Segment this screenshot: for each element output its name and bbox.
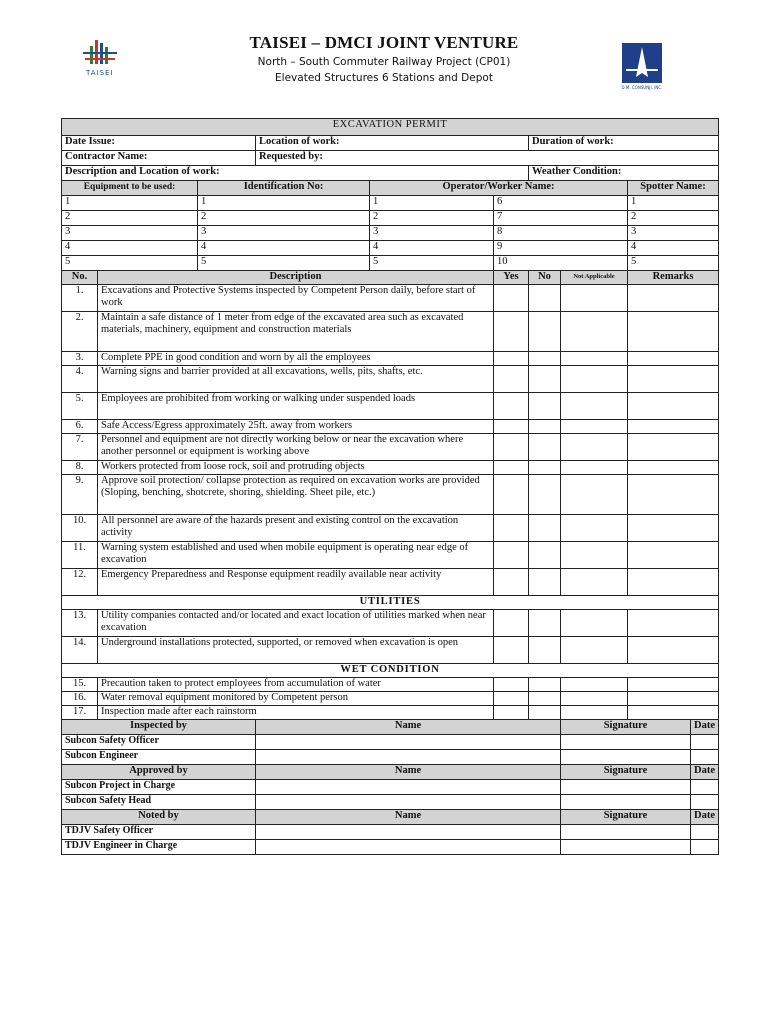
not-applicable-header: Not Applicable — [561, 271, 628, 285]
date-header: Date — [691, 765, 719, 780]
signoff-role: TDJV Engineer in Charge — [62, 840, 256, 855]
name-field[interactable] — [256, 795, 561, 810]
operator-cell[interactable]: 9 — [494, 241, 628, 256]
item-number: 17. — [62, 706, 98, 720]
remarks-field[interactable] — [628, 420, 719, 434]
yes-checkbox[interactable] — [494, 569, 529, 596]
no-checkbox[interactable] — [529, 475, 561, 515]
right-logo-text: D.M. CONSUNJI, INC. — [621, 85, 663, 90]
not-applicable-checkbox[interactable] — [561, 542, 628, 569]
inspected-title: Inspected by — [62, 720, 256, 735]
checklist-item-row — [62, 542, 719, 569]
no-checkbox[interactable] — [529, 610, 561, 637]
operator-cell[interactable]: 7 — [494, 211, 628, 226]
yes-checkbox[interactable] — [494, 475, 529, 515]
no-checkbox[interactable] — [529, 285, 561, 312]
equipment-cell[interactable]: 2 — [62, 211, 198, 226]
equipment-row — [62, 241, 719, 256]
item-number: 2. — [62, 312, 98, 352]
signoff-row — [62, 840, 719, 855]
no-checkbox[interactable] — [529, 312, 561, 352]
identification-cell[interactable]: 4 — [198, 241, 370, 256]
remarks-field[interactable] — [628, 678, 719, 692]
name-field[interactable] — [256, 750, 561, 765]
project-line: North – South Commuter Railway Project (CP01) — [257, 56, 511, 68]
weather-condition-field[interactable]: Weather Condition: — [529, 166, 719, 181]
operator-cell[interactable]: 8 — [494, 226, 628, 241]
date-field[interactable] — [691, 840, 719, 855]
date-field[interactable] — [691, 750, 719, 765]
noted-header-row — [62, 810, 719, 825]
info-row-2 — [62, 151, 719, 166]
checklist-item-row — [62, 393, 719, 420]
signature-field[interactable] — [561, 780, 691, 795]
left-logo-text: TAISEI — [86, 69, 114, 77]
no-checkbox[interactable] — [529, 678, 561, 692]
excavation-permit-form — [61, 118, 719, 855]
requested-by-field[interactable]: Requested by: — [256, 151, 719, 166]
date-field[interactable] — [691, 735, 719, 750]
not-applicable-checkbox[interactable] — [561, 475, 628, 515]
not-applicable-checkbox[interactable] — [561, 692, 628, 706]
signature-field[interactable] — [561, 840, 691, 855]
signature-field[interactable] — [561, 825, 691, 840]
operator-cell[interactable]: 4 — [370, 241, 494, 256]
item-number: 13. — [62, 610, 98, 637]
checklist-item-row — [62, 637, 719, 664]
document-header — [0, 0, 768, 112]
item-number: 12. — [62, 569, 98, 596]
not-applicable-checkbox[interactable] — [561, 285, 628, 312]
name-field[interactable] — [256, 780, 561, 795]
item-description: Water removal equipment monitored by Competent person — [98, 692, 494, 706]
equipment-cell[interactable]: 4 — [62, 241, 198, 256]
no-checkbox[interactable] — [529, 706, 561, 720]
checklist-item-row — [62, 285, 719, 312]
item-description: Underground installations protected, supported, or removed when excavation is open — [98, 637, 494, 664]
remarks-field[interactable] — [628, 515, 719, 542]
spotter-cell[interactable]: 2 — [628, 211, 719, 226]
operator-cell[interactable]: 3 — [370, 226, 494, 241]
signature-header: Signature — [561, 765, 691, 780]
equipment-cell[interactable]: 3 — [62, 226, 198, 241]
equipment-row — [62, 196, 719, 211]
signoff-role: TDJV Safety Officer — [62, 825, 256, 840]
date-field[interactable] — [691, 825, 719, 840]
remarks-field[interactable] — [628, 461, 719, 475]
noted-title: Noted by — [62, 810, 256, 825]
no-header: No. — [62, 271, 98, 285]
inspected-header-row — [62, 720, 719, 735]
item-description: Complete PPE in good condition and worn by all the employees — [98, 352, 494, 366]
not-applicable-checkbox[interactable] — [561, 569, 628, 596]
remarks-header: Remarks — [628, 271, 719, 285]
spotter-cell[interactable]: 3 — [628, 226, 719, 241]
remarks-field[interactable] — [628, 569, 719, 596]
identification-header: Identification No: — [198, 181, 370, 196]
no-checkbox[interactable] — [529, 515, 561, 542]
item-number: 16. — [62, 692, 98, 706]
date-header: Date — [691, 720, 719, 735]
item-number: 14. — [62, 637, 98, 664]
signoff-role: Subcon Project in Charge — [62, 780, 256, 795]
identification-cell[interactable]: 2 — [198, 211, 370, 226]
yes-checkbox[interactable] — [494, 393, 529, 420]
yes-checkbox[interactable] — [494, 610, 529, 637]
signature-field[interactable] — [561, 750, 691, 765]
yes-checkbox[interactable] — [494, 461, 529, 475]
date-field[interactable] — [691, 780, 719, 795]
item-description: Precaution taken to protect employees from accumulation of water — [98, 678, 494, 692]
remarks-field[interactable] — [628, 366, 719, 393]
equipment-cell[interactable]: 5 — [62, 256, 198, 271]
item-description: Workers protected from loose rock, soil and protruding objects — [98, 461, 494, 475]
not-applicable-checkbox[interactable] — [561, 637, 628, 664]
yes-header: Yes — [494, 271, 529, 285]
no-checkbox[interactable] — [529, 569, 561, 596]
yes-checkbox[interactable] — [494, 366, 529, 393]
identification-cell[interactable]: 1 — [198, 196, 370, 211]
operator-cell[interactable]: 2 — [370, 211, 494, 226]
form-title: EXCAVATION PERMIT — [62, 119, 719, 136]
signature-header: Signature — [561, 810, 691, 825]
item-description: Warning signs and barrier provided at all excavations, wells, pits, shafts, etc. — [98, 366, 494, 393]
operator-cell[interactable]: 1 — [370, 196, 494, 211]
spotter-header: Spotter Name: — [628, 181, 719, 196]
item-number: 8. — [62, 461, 98, 475]
name-header: Name — [256, 765, 561, 780]
date-header: Date — [691, 810, 719, 825]
item-description: Emergency Preparedness and Response equipment readily available near activity — [98, 569, 494, 596]
form-title-row — [62, 119, 719, 136]
checklist-item-row — [62, 352, 719, 366]
item-number: 4. — [62, 366, 98, 393]
duration-of-work-field[interactable]: Duration of work: — [529, 136, 719, 151]
yes-checkbox[interactable] — [494, 637, 529, 664]
item-description: Employees are prohibited from working or walking under suspended loads — [98, 393, 494, 420]
scope-line: Elevated Structures 6 Stations and Depot — [275, 72, 493, 84]
item-description: Personnel and equipment are not directly working below or near the excavation where another personnel or equipment is working above — [98, 434, 494, 461]
spotter-cell[interactable]: 1 — [628, 196, 719, 211]
not-applicable-checkbox[interactable] — [561, 678, 628, 692]
signoff-row — [62, 825, 719, 840]
wet-condition-title: WET CONDITION — [62, 664, 719, 678]
not-applicable-checkbox[interactable] — [561, 420, 628, 434]
contractor-name-field[interactable]: Contractor Name: — [62, 151, 256, 166]
spotter-cell[interactable]: 4 — [628, 241, 719, 256]
operator-header: Operator/Worker Name: — [370, 181, 628, 196]
not-applicable-checkbox[interactable] — [561, 461, 628, 475]
yes-checkbox[interactable] — [494, 352, 529, 366]
checklist-header-row — [62, 271, 719, 285]
item-number: 11. — [62, 542, 98, 569]
checklist-item-row — [62, 475, 719, 515]
item-description: Maintain a safe distance of 1 meter from edge of the excavated area such as excavated materials, machinery, equipment and construction materials — [98, 312, 494, 352]
checklist-item-row — [62, 678, 719, 692]
item-number: 5. — [62, 393, 98, 420]
signoff-row — [62, 750, 719, 765]
no-checkbox[interactable] — [529, 637, 561, 664]
equipment-row — [62, 211, 719, 226]
no-checkbox[interactable] — [529, 434, 561, 461]
checklist-item-row — [62, 569, 719, 596]
remarks-field[interactable] — [628, 610, 719, 637]
no-checkbox[interactable] — [529, 352, 561, 366]
signature-field[interactable] — [561, 735, 691, 750]
no-checkbox[interactable] — [529, 366, 561, 393]
yes-checkbox[interactable] — [494, 542, 529, 569]
not-applicable-checkbox[interactable] — [561, 610, 628, 637]
utilities-title: UTILITIES — [62, 596, 719, 610]
item-description: Inspection made after each rainstorm — [98, 706, 494, 720]
date-field[interactable] — [691, 795, 719, 810]
yes-checkbox[interactable] — [494, 434, 529, 461]
item-description: All personnel are aware of the hazards present and existing control on the excavation activity — [98, 515, 494, 542]
info-row-3 — [62, 166, 719, 181]
signoff-role: Subcon Engineer — [62, 750, 256, 765]
item-number: 6. — [62, 420, 98, 434]
signoff-role: Subcon Safety Officer — [62, 735, 256, 750]
checklist-item-row — [62, 366, 719, 393]
yes-checkbox[interactable] — [494, 692, 529, 706]
item-number: 15. — [62, 678, 98, 692]
signoff-row — [62, 795, 719, 810]
name-field[interactable] — [256, 735, 561, 750]
item-description: Safe Access/Egress approximately 25ft. away from workers — [98, 420, 494, 434]
equipment-header-row — [62, 181, 719, 196]
approved-title: Approved by — [62, 765, 256, 780]
yes-checkbox[interactable] — [494, 515, 529, 542]
signature-field[interactable] — [561, 795, 691, 810]
equipment-cell[interactable]: 1 — [62, 196, 198, 211]
item-description: Approve soil protection/ collapse protection as required on excavation works are provided (Sloping, benching, shotcrete, shoring, shielding. Sheet pile, etc.) — [98, 475, 494, 515]
item-description: Warning system established and used when mobile equipment is operating near edge of excavation — [98, 542, 494, 569]
remarks-field[interactable] — [628, 285, 719, 312]
operator-cell[interactable]: 5 — [370, 256, 494, 271]
utilities-section-row — [62, 596, 719, 610]
checklist-item-row — [62, 515, 719, 542]
operator-cell[interactable]: 6 — [494, 196, 628, 211]
no-answer-header: No — [529, 271, 561, 285]
not-applicable-checkbox[interactable] — [561, 515, 628, 542]
item-description: Utility companies contacted and/or located and exact location of utilities marked when near excavation — [98, 610, 494, 637]
signoff-row — [62, 780, 719, 795]
spotter-cell[interactable]: 5 — [628, 256, 719, 271]
yes-checkbox[interactable] — [494, 420, 529, 434]
item-number: 3. — [62, 352, 98, 366]
item-number: 7. — [62, 434, 98, 461]
not-applicable-checkbox[interactable] — [561, 366, 628, 393]
signoff-role: Subcon Safety Head — [62, 795, 256, 810]
description-location-field[interactable]: Description and Location of work: — [62, 166, 529, 181]
date-issue-field[interactable]: Date Issue: — [62, 136, 256, 151]
signoff-row — [62, 735, 719, 750]
not-applicable-checkbox[interactable] — [561, 312, 628, 352]
company-title: TAISEI – DMCI JOINT VENTURE — [249, 33, 519, 52]
yes-checkbox[interactable] — [494, 312, 529, 352]
signature-header: Signature — [561, 720, 691, 735]
checklist-item-row — [62, 692, 719, 706]
identification-cell[interactable]: 5 — [198, 256, 370, 271]
description-header: Description — [98, 271, 494, 285]
checklist-item-row — [62, 706, 719, 720]
no-checkbox[interactable] — [529, 692, 561, 706]
item-number: 9. — [62, 475, 98, 515]
no-checkbox[interactable] — [529, 393, 561, 420]
info-row-1 — [62, 136, 719, 151]
remarks-field[interactable] — [628, 542, 719, 569]
remarks-field[interactable] — [628, 393, 719, 420]
not-applicable-checkbox[interactable] — [561, 393, 628, 420]
not-applicable-checkbox[interactable] — [561, 434, 628, 461]
not-applicable-checkbox[interactable] — [561, 706, 628, 720]
remarks-field[interactable] — [628, 352, 719, 366]
location-of-work-field[interactable]: Location of work: — [256, 136, 529, 151]
checklist-item-row — [62, 434, 719, 461]
identification-cell[interactable]: 3 — [198, 226, 370, 241]
no-checkbox[interactable] — [529, 461, 561, 475]
equipment-row — [62, 226, 719, 241]
wet-condition-section-row — [62, 664, 719, 678]
checklist-item-row — [62, 610, 719, 637]
remarks-field[interactable] — [628, 475, 719, 515]
checklist-item-row — [62, 461, 719, 475]
equipment-row — [62, 256, 719, 271]
name-header: Name — [256, 720, 561, 735]
name-header: Name — [256, 810, 561, 825]
operator-cell[interactable]: 10 — [494, 256, 628, 271]
yes-checkbox[interactable] — [494, 678, 529, 692]
checklist-item-row — [62, 420, 719, 434]
no-checkbox[interactable] — [529, 542, 561, 569]
remarks-field[interactable] — [628, 706, 719, 720]
yes-checkbox[interactable] — [494, 285, 529, 312]
item-number: 1. — [62, 285, 98, 312]
not-applicable-checkbox[interactable] — [561, 352, 628, 366]
name-field[interactable] — [256, 840, 561, 855]
remarks-field[interactable] — [628, 637, 719, 664]
equipment-header: Equipment to be used: — [62, 181, 198, 196]
no-checkbox[interactable] — [529, 420, 561, 434]
name-field[interactable] — [256, 825, 561, 840]
remarks-field[interactable] — [628, 434, 719, 461]
checklist-item-row — [62, 312, 719, 352]
yes-checkbox[interactable] — [494, 706, 529, 720]
item-number: 10. — [62, 515, 98, 542]
remarks-field[interactable] — [628, 692, 719, 706]
remarks-field[interactable] — [628, 312, 719, 352]
item-description: Excavations and Protective Systems inspected by Competent Person daily, before start of work — [98, 285, 494, 312]
approved-header-row — [62, 765, 719, 780]
